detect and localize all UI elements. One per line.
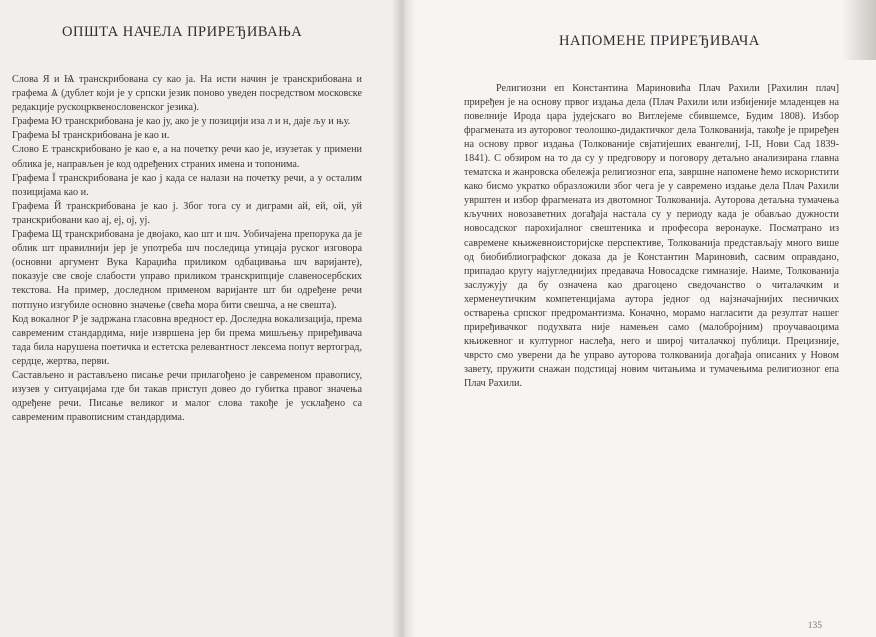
paragraph: Слова Я и Ѩ транскрибована су као ја. На исти начин је транскрибована и графема Ѧ (дублет који је у српски језик поново уведен посредством московске редакције рускоцрквенословенског језика). [12,74,362,114]
page-number: 135 [807,621,822,631]
right-page [402,0,876,637]
paragraph: Графема Ы транскрибована је као и. [12,130,170,142]
left-page-body [12,73,362,425]
scan-edge-shadow [842,0,876,60]
paragraph: Графема Ю транскрибована је као ју, ако је у позицији иза л и н, даје љу и њу. [12,116,351,128]
left-page-title: ОПШТА НАЧЕЛА ПРИРЕЂИВАЊА [62,24,303,40]
paragraph: Религиозни еп Константина Мариновића Плач Рахили [Рахилин плач] приређен је на основу првог издања дела (Плач Рахили или избијеније младенцев на повелније Ирода цара јудејскаго во Витлејеме сбившемсе, Будим 1808). Избор фрагмената из ауторовог теолошко-дидактичког дела Толкованија, такође је приређен на основу првог издања (Толкованије свјатијеших евангелиј, I-II, Нови Сад 1839-1841). С обзиром на то да су у предговору и поговору детаљно анализирана главна тематска и жанровска обележја религиозног епа, завршне напомене ћемо искористити како бисмо укратко образложили због чега је у савремено издање дела Плач Рахили уврштен и избор фрагмената из двотомног Толкованија. Ауторова детаљна тумачења кључних новозаветних догађаја настала су у периоду када је обављао дужности новосадског парохијалног свештеника и професора веронауке. Посматрано из савремене књижевноисторијске перспективе, Толкованија представљају много више од биобиблиографског доказа да је Константин Мариновић, сасвим оправдано, припадао кругу најугледнијих предавача Новосадске гимназије. Наиме, Толкованија заслужују да бу означена као драгоцено сведочанство о читалачким и херменеутичким компетенцијама аутора једног од најзначајнијих песничких остварења српског предромантизма. Коначно, морамо нагласити да резултат нашег приређивачког подухвата није намењен само (малобројним) проучаваоцима књижевног и културног наслеђа, него и широј читалачкој публици. Прецизније, чврсто смо уверени да ће управо ауторова толкованија догађаја описаних у Новом завету, пружити снажан подстицај новим читањима и тумачењима религиозног епа Плач Рахили. [464,83,839,389]
paragraph: Састављено и растављено писање речи прилагођено је савременом правопису, изузев у ситуацијама где би такав приступ довео до губитка правог значења одређене речи. Писање великог и малог слова такође је усклађено са савременим правописним стандардима. [12,369,362,424]
book-gutter-shadow [392,0,416,637]
paragraph: Графема Щ транскрибована је двојако, као шт и шч. Уобичајена препорука да је облик шт правилнији јер је употреба шч последица утицаја руског изговора (основни аргумент Вука Караџића приликом одбацивања шч варијанте), показује све своје слабости управо приликом транскрипције славеносербских текстова. На пример, доследном применом варијанте шт би одређене речи потпуно изгубиле основно значење (свећа мора бити свешча, а не свешта). [12,229,362,311]
paragraph: Код вокалног Р је задржана гласовна вредност ер. Доследна вокализација, према савременим стандардима, није извршена јер би према мишљењу приређивача тада била нарушена поетичка и естетска релевантност лексема попут вертоград, сердце, жертва, перви. [12,313,362,367]
paragraph: Графема Ї транскрибована је као ј када се налази на почетку речи, а у осталим позицијама као и. [12,172,362,198]
paragraph: Слово Е транскрибовано је као е, а на почетку речи као је, изузетак у примени облика је, направљен је код одређених страних имена и топонима. [12,144,362,170]
left-page [0,0,402,637]
right-page-body [464,82,839,391]
paragraph: Графема Й транскрибована је као ј. Због тога су и диграми ай, ей, ой, уй транскрибовани као ај, еј, ој, уј. [12,200,362,226]
right-page-title: НАПОМЕНЕ ПРИРЕЂИВАЧА [559,33,760,49]
